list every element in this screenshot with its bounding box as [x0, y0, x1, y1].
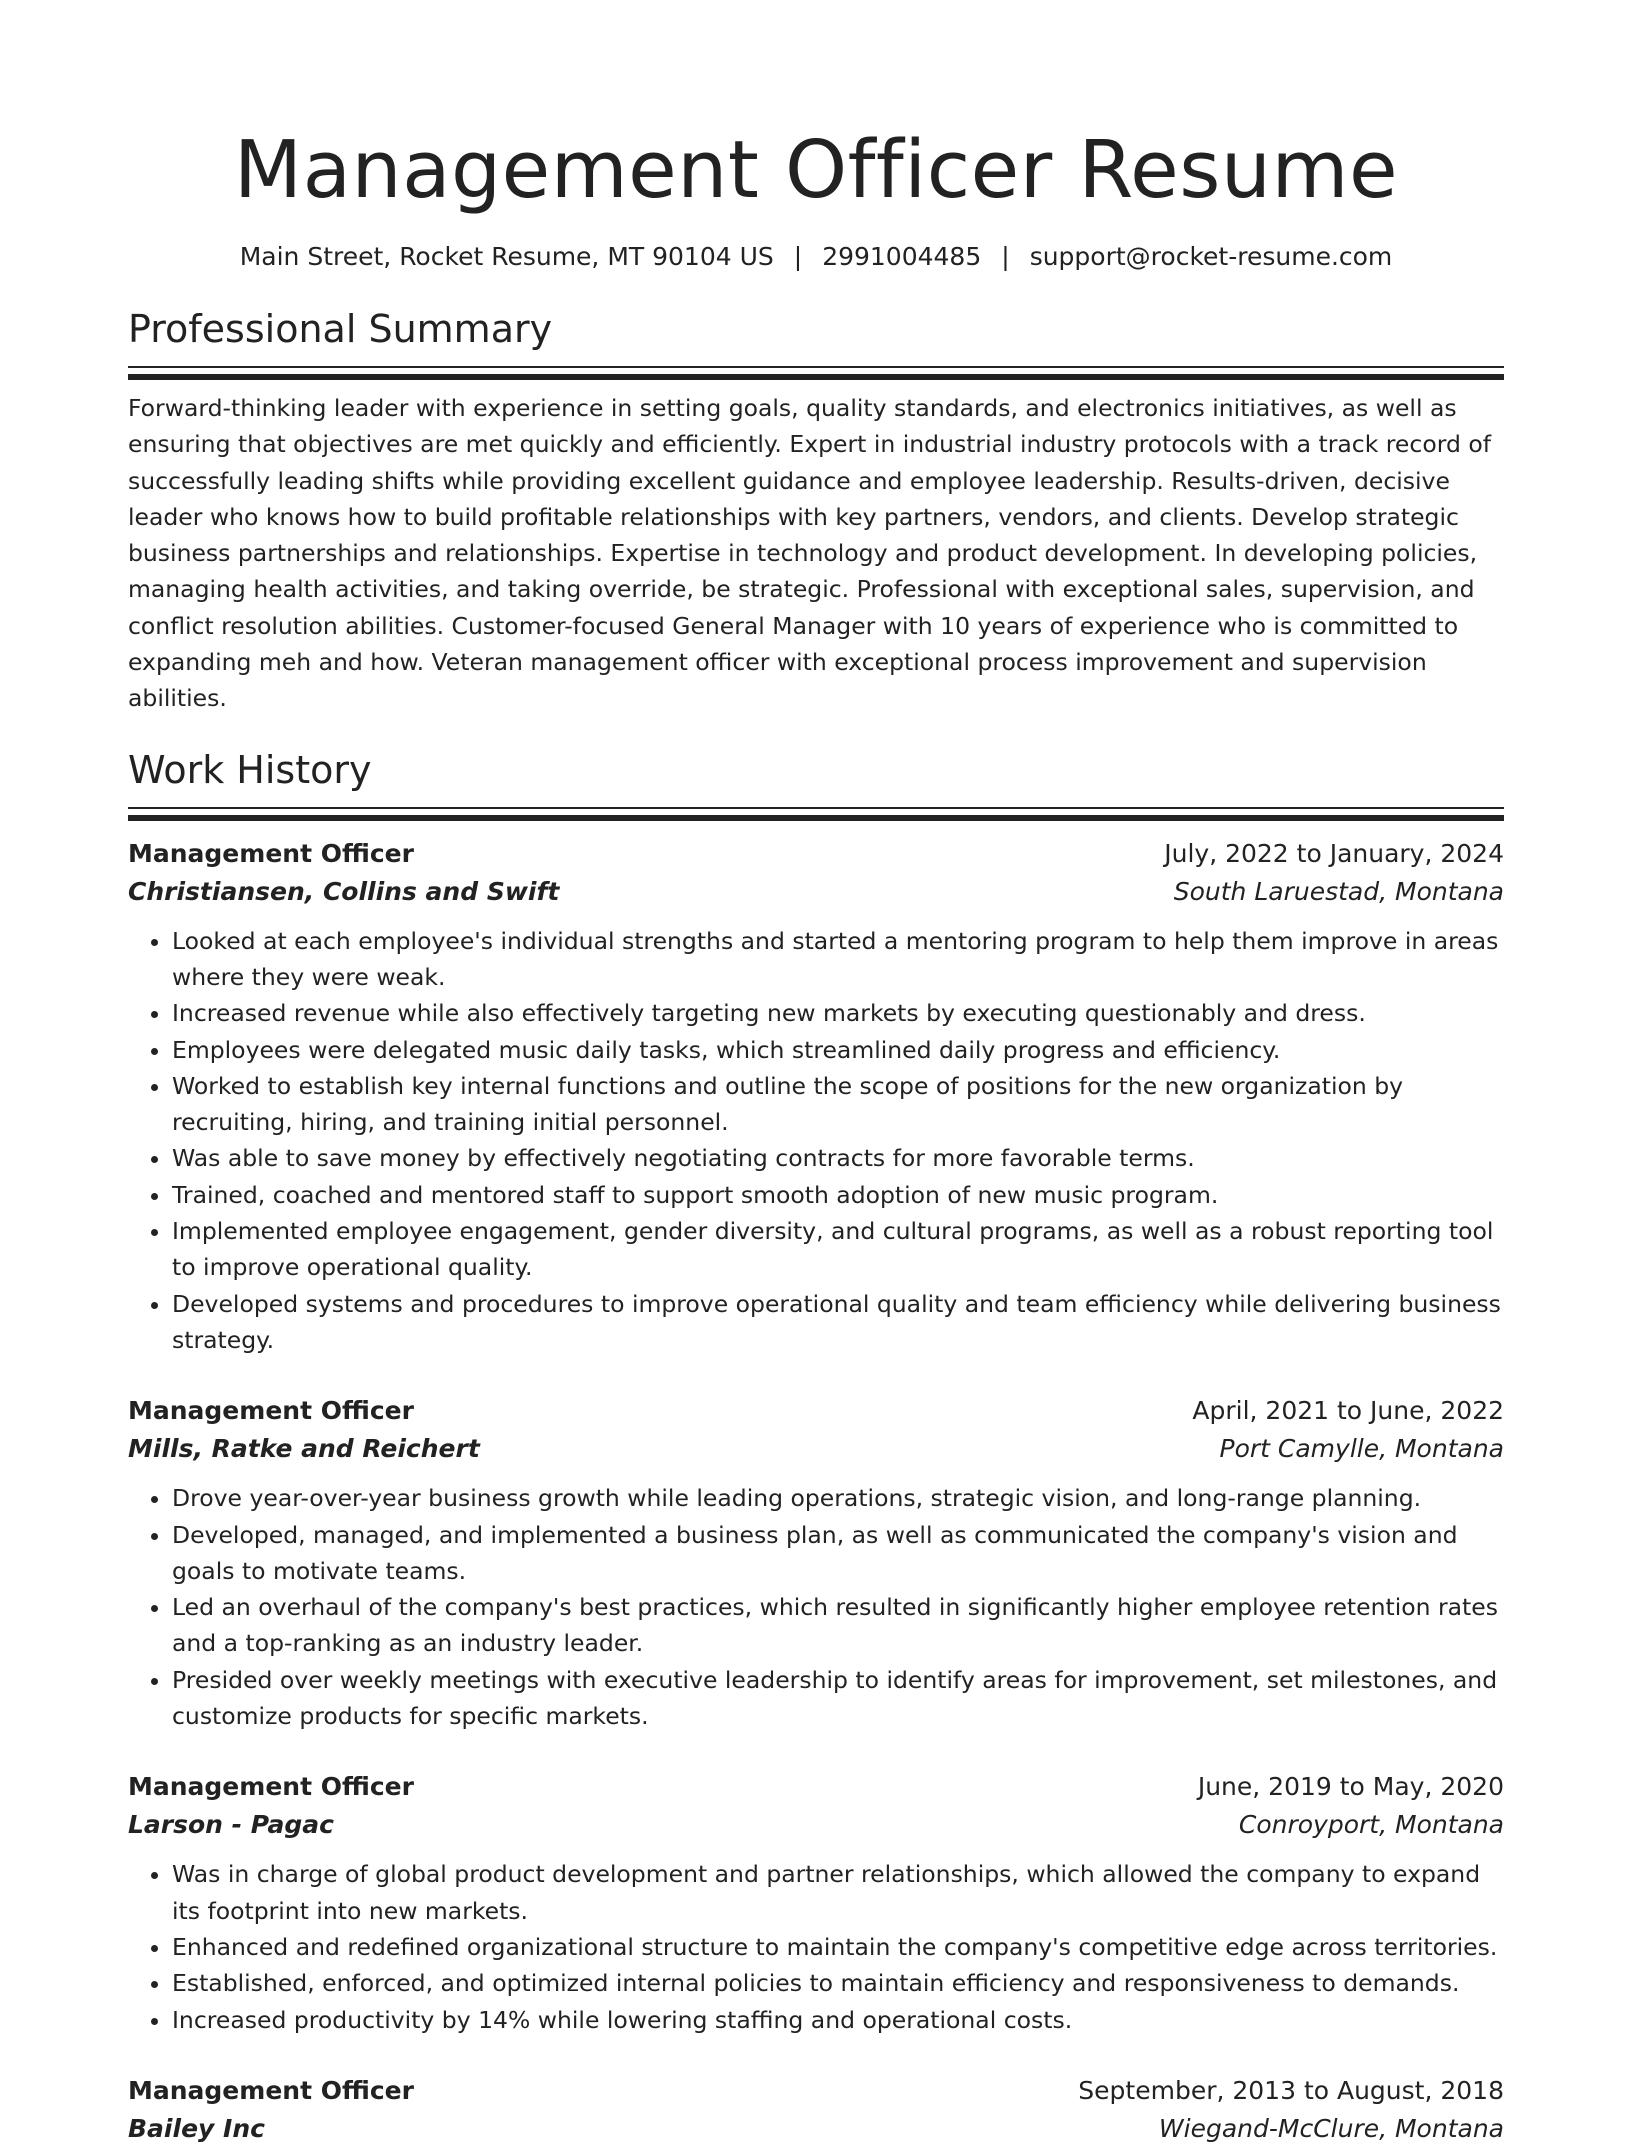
- job-bullet: • Increased productivity by 14% while lowering staffing and operational costs.: [172, 2002, 1504, 2038]
- job-company: Christiansen, Collins and Swift: [128, 876, 560, 906]
- job-bullet: • Worked to establish key internal functions and outline the scope of positions for the new organization by recruiting, hiring, and training initial personnel.: [172, 1068, 1504, 1141]
- resume-title: Management Officer Resume: [233, 124, 1399, 216]
- job-title: Management Officer: [128, 838, 414, 868]
- job-entry: [128, 2072, 1504, 2148]
- job-dates: July, 2022 to January, 2024: [1164, 838, 1504, 868]
- job-subheader: [128, 2110, 1504, 2148]
- job-location: Wiegand-McClure, Montana: [1158, 2113, 1504, 2143]
- job-title: Management Officer: [128, 1772, 414, 1802]
- job-company: Bailey Inc: [128, 2113, 265, 2143]
- job-bullet: • Presided over weekly meetings with executive leadership to identify areas for improvement, set milestones, and customize products for specific markets.: [172, 1662, 1504, 1735]
- job-header: [128, 1768, 1504, 1806]
- job-bullet: • Trained, coached and mentored staff to support smooth adoption of new music program.: [172, 1177, 1504, 1213]
- job-location: Conroyport, Montana: [1238, 1810, 1504, 1840]
- job-dates: June, 2019 to May, 2020: [1197, 1772, 1504, 1802]
- job-bullets: [128, 923, 1504, 1359]
- job-bullets: [128, 1856, 1504, 2037]
- job-header: [128, 1392, 1504, 1430]
- contact-phone: 2991004485: [822, 242, 982, 271]
- contact-separator: |: [793, 242, 803, 271]
- professional-summary-section: [128, 304, 1504, 717]
- job-bullet: • Developed systems and procedures to improve operational quality and team efficiency while delivering business strategy.: [172, 1286, 1504, 1359]
- job-subheader: [128, 1806, 1504, 1844]
- job-bullet: • Drove year-over-year business growth while leading operations, strategic vision, and long-range planning.: [172, 1480, 1504, 1516]
- job-subheader: [128, 1430, 1504, 1468]
- contact-separator: |: [1001, 242, 1010, 271]
- job-bullet: • Enhanced and redefined organizational structure to maintain the company's competitive edge across territories.: [172, 1929, 1504, 1965]
- job-header: [128, 2072, 1504, 2110]
- job-bullet: • Implemented employee engagement, gender diversity, and cultural programs, as well as a robust reporting tool to improve operational quality.: [172, 1213, 1504, 1286]
- job-bullet: • Increased revenue while also effectively targeting new markets by executing questionably and dress.: [172, 995, 1504, 1031]
- job-entry: [128, 1768, 1504, 2037]
- job-company: Larson - Pagac: [128, 1810, 334, 1840]
- job-entry: [128, 835, 1504, 1359]
- section-divider: [128, 807, 1504, 821]
- section-heading: Professional Summary: [128, 307, 553, 351]
- job-bullet: • Was able to save money by effectively negotiating contracts for more favorable terms.: [172, 1140, 1504, 1176]
- contact-address: Main Street, Rocket Resume, MT 90104 US: [239, 242, 774, 271]
- job-company: Mills, Ratke and Reichert: [128, 1434, 480, 1464]
- job-bullet: • Developed, managed, and implemented a business plan, as well as communicated the company's vision and goals to motivate teams.: [172, 1517, 1504, 1590]
- job-bullet: • Looked at each employee's individual strengths and started a mentoring program to help them improve in areas where they were weak.: [172, 923, 1504, 996]
- job-header: [128, 835, 1504, 873]
- contact-email: support@rocket-resume.com: [1029, 242, 1393, 271]
- job-title: Management Officer: [128, 1396, 414, 1426]
- job-bullet: • Employees were delegated music daily tasks, which streamlined daily progress and efficiency.: [172, 1032, 1504, 1068]
- job-subheader: [128, 873, 1504, 911]
- contact-line: [128, 240, 1504, 274]
- job-bullet: • Led an overhaul of the company's best practices, which resulted in significantly higher employee retention rates and a top-ranking as an industry leader.: [172, 1589, 1504, 1662]
- job-location: South Laruestad, Montana: [1173, 876, 1504, 906]
- job-dates: September, 2013 to August, 2018: [1078, 2075, 1504, 2105]
- section-divider: [128, 366, 1504, 380]
- job-location: Port Camylle, Montana: [1219, 1434, 1504, 1464]
- job-bullet: • Established, enforced, and optimized internal policies to maintain efficiency and responsiveness to demands.: [172, 1965, 1504, 2001]
- section-heading: Work History: [128, 747, 372, 792]
- summary-text: Forward-thinking leader with experience in setting goals, quality standards, and electronics initiatives, as well as ensuring that objectives are met quickly and efficiently. Expert in industrial industry protocols with a track record of successfully leading shifts while providing excellent guidance and employee leadership. Results-driven, decisive leader who knows how to build profitable relationships with key partners, vendors, and clients. Develop strategic business partnerships and relationships. Expertise in technology and product development. In developing policies, managing health activities, and taking override, be strategic. Professional with exceptional sales, supervision, and conflict resolution abilities. Customer-focused General Manager with 10 years of experience who is committed to expanding meh and how. Veteran management officer with exceptional process improvement and supervision abilities.: [128, 394, 1491, 713]
- job-dates: April, 2021 to June, 2022: [1192, 1396, 1504, 1426]
- job-bullet: • Was in charge of global product development and partner relationships, which allowed the company to expand its footprint into new markets.: [172, 1856, 1504, 1929]
- job-bullets: [128, 1480, 1504, 1734]
- job-title: Management Officer: [128, 2075, 414, 2105]
- work-history-section: [128, 745, 1504, 2148]
- job-entry: [128, 1392, 1504, 1734]
- resume-content: [128, 0, 1504, 2148]
